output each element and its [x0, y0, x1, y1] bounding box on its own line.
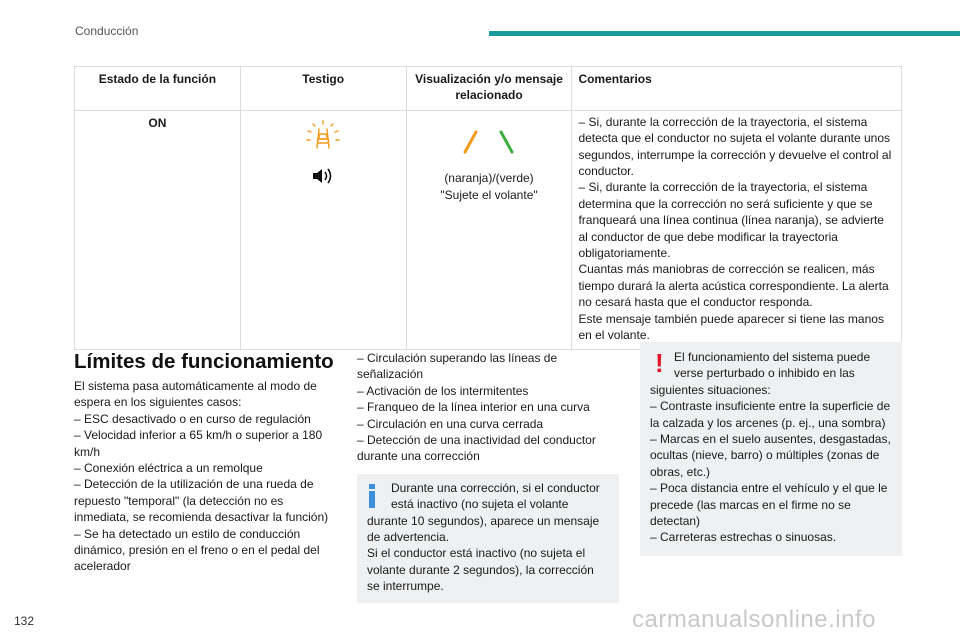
list-item: – Franqueo de la línea interior en una curva: [357, 400, 590, 415]
info-note-box: [357, 474, 619, 603]
warning-note-lead: El funcionamiento del sistema puede verse perturbado o inhibido en las: [674, 350, 871, 381]
list-item: – Circulación en una curva cerrada: [357, 416, 544, 431]
list-item: – Se ha detectado un estilo de conducción dinámico, presión en el freno o en el pedal del acelerador: [74, 526, 320, 574]
section-title: Conducción: [75, 24, 139, 38]
witness-cell: [240, 110, 406, 349]
list-item: – Conexión eléctrica a un remolque: [74, 461, 263, 476]
page-number: 132: [14, 614, 35, 628]
function-status-table: [74, 66, 902, 350]
display-colors: (naranja)/(verde): [444, 171, 534, 186]
warning-note-box: [640, 342, 902, 556]
info-note-text: Si el conductor está inactivo (no sujeta el volante durante 2 segundos), la corrección se interrumpe.: [367, 546, 594, 594]
list-item: – Detección de la utilización de una rueda de repuesto "temporal" (la detección no es inmediata, se recomienda desactivar la función): [74, 477, 329, 525]
lane-assist-warning-icon: [247, 120, 400, 154]
list-item: – Marcas en el suelo ausentes, desgastadas, ocultas (nieve, barro) o múltiples (zonas de obras, etc.): [650, 432, 891, 479]
list-item: – Carreteras estrechas o sinuosas.: [650, 530, 837, 545]
limits-column-1: [74, 378, 332, 575]
limits-column-2: [357, 350, 619, 603]
table-header-display: Visualización y/o mensaje relacionado: [406, 67, 572, 111]
comment-line: – Si, durante la corrección de la trayectoria, el sistema detecta que el conductor no sujeta el volante durante unos segundos, interrumpe la corrección y devuelve el control al conductor.: [578, 114, 892, 179]
list-item: – Detección de una inactividad del conductor durante una corrección: [357, 433, 596, 464]
list-item: – Circulación superando las líneas de señalización: [357, 351, 558, 382]
info-note-text: durante 10 segundos), aparece un mensaje de advertencia.: [367, 513, 600, 545]
lane-lines-graphic: [413, 128, 566, 158]
comment-line: Este mensaje también puede aparecer si tiene las manos en el volante.: [578, 311, 884, 343]
watermark: carmanualsonline.info: [632, 606, 876, 633]
list-item: – Poca distancia entre el vehículo y el que le precede (las marcas en el firme no se detectan): [650, 481, 888, 529]
table-header-row: [75, 67, 902, 111]
limits-column-3: [640, 342, 902, 556]
table-header-witness: Testigo: [240, 67, 406, 111]
section-heading: Límites de funcionamiento: [74, 350, 334, 373]
table-row: [75, 110, 902, 349]
table-header-comments: Comentarios: [572, 67, 902, 111]
list-item: – Activación de los intermitentes: [357, 383, 529, 398]
list-item: – Contraste insuficiente entre la superficie de la calzada y los arcenes (p. ej., una sombra): [650, 399, 891, 430]
display-cell: [406, 110, 572, 349]
warning-icon: !: [655, 348, 664, 378]
speaker-sound-icon: [247, 166, 400, 190]
limits-intro: El sistema pasa automáticamente al modo de espera en los siguientes casos:: [74, 379, 317, 410]
info-note-lead: Durante una corrección, si el conductor está inactivo (no sujeta el volante: [391, 480, 600, 512]
info-icon: [369, 484, 375, 508]
table-header-state: Estado de la función: [75, 67, 241, 111]
warning-note-text: siguientes situaciones:: [650, 382, 771, 397]
display-message: "Sujete el volante": [440, 187, 538, 202]
comment-line: Cuantas más maniobras de corrección se realicen, más tiempo durará la alerta acústica correspondiente. La alerta no cesará hasta que el conductor responda.: [578, 262, 889, 310]
header-accent-bar: [489, 31, 960, 36]
comment-line: – Si, durante la corrección de la trayectoria, el sistema determina que la corrección no será suficiente y que se franqueará una línea continua (línea naranja), se advierte al conductor de que debe modificar la trayectoria obligatoriamente.: [578, 180, 884, 261]
comments-cell: [572, 110, 902, 349]
state-cell: ON: [75, 110, 241, 349]
list-item: – Velocidad inferior a 65 km/h o superior a 180 km/h: [74, 428, 323, 459]
list-item: – ESC desactivado o en curso de regulación: [74, 411, 311, 426]
